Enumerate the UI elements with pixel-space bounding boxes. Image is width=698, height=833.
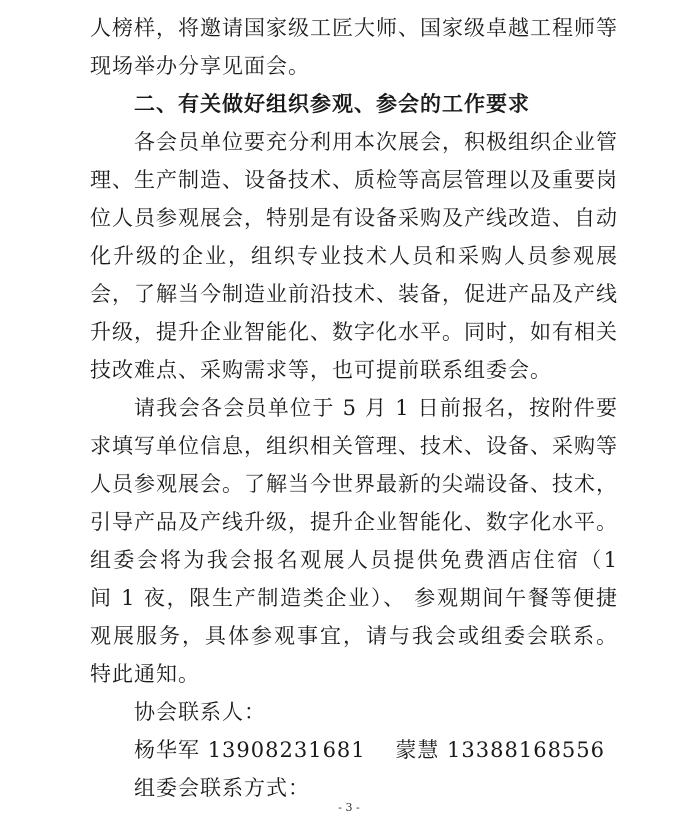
- paragraph-registration: 请我会各会员单位于 5 月 1 日前报名，按附件要求填写单位信息，组织相关管理、技术、设备、采购等人员参观展会。了解当今世界最新的尖端设备、技术， 引导产品及产线升级，提升企业智能化、数字化水平。组委会将为我会报名观展人员提供免费酒店住宿（1 间 1 夜，限生产制造类企业）、 参观期间午餐等便捷观展服务，具体参观事宜，请与我会或组委会联系。 特此通知。: [90, 396, 618, 686]
- document-body: [90, 9, 618, 807]
- paragraph-continuation: 人榜样，将邀请国家级工匠大师、国家级卓越工程师等现场举办分享见面会。: [90, 16, 618, 78]
- section-heading: 二、有关做好组织参观、参会的工作要求: [134, 92, 530, 116]
- contact-list: [90, 731, 618, 769]
- committee-contact-label: 组委会联系方式：: [134, 776, 310, 800]
- paragraph-participation-requirements: 各会员单位要充分利用本次展会，积极组织企业管理、生产制造、设备技术、质检等高层管理以及重要岗位人员参观展会，特别是有设备采购及产线改造、自动化升级的企业，组织专业技术人员和采购人员参观展会，了解当今制造业前沿技术、装备，促进产品及产线升级，提升企业智能化、数字化水平。同时，如有相关技改难点、采购需求等，也可提前联系组委会。: [90, 130, 618, 382]
- contact-name: 蒙慧: [395, 738, 440, 762]
- contact-phone: 13388168556: [447, 738, 606, 762]
- association-contact-label: 协会联系人：: [134, 700, 266, 724]
- page-number: - 3 -: [338, 801, 360, 814]
- contact-phone: 13908231681: [207, 738, 366, 762]
- contact-name: 杨华军: [134, 738, 200, 762]
